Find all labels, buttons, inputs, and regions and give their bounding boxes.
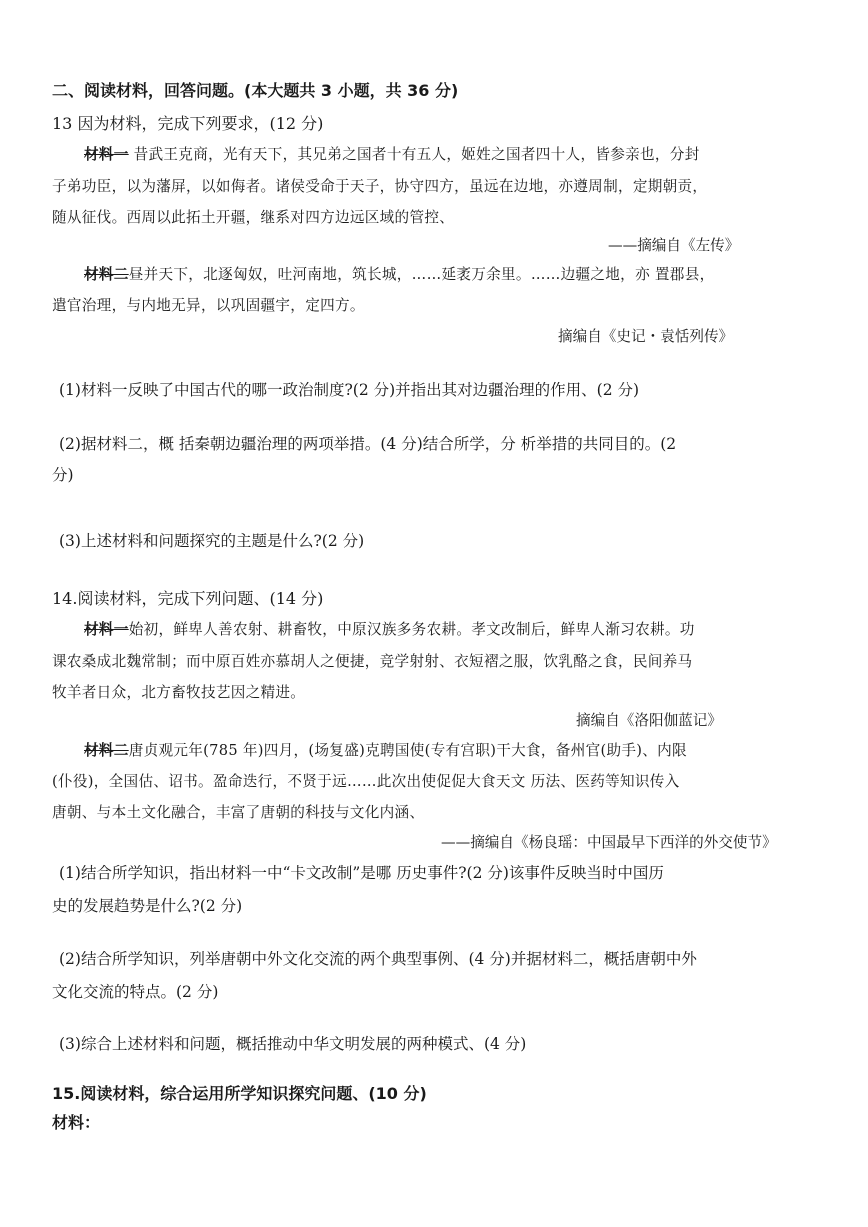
q13-sub-question-2-line-1: (2)据材料二，概 括秦朝边疆治理的两项举措。(4 分)结合所学，分 析举措的共同目的。(2 (59, 435, 677, 453)
q14-material-2-line-3: 唐朝、与本土文化融合，丰富了唐朝的科技与文化内涵、 (52, 804, 425, 821)
question-13-title: 13 因为材料，完成下列要求，(12 分) (52, 114, 324, 133)
q14-material-1-line-2: 课农桑成北魏常制；而中原百姓亦慕胡人之便捷，竞学射射、衣短褶之服，饮乳酪之食，民间养马 (52, 653, 693, 670)
q14-sub-question-1-line-1: (1)结合所学知识，指出材料一中“卡文改制”是哪 历史事件?(2 分)该事件反映当时中国历 (59, 864, 664, 882)
q14-material-2-label: 材料二 (84, 742, 129, 759)
q13-material-1-line-3: 随从征伐。西周以此拓土开疆，继系对四方边远区域的管控、 (52, 209, 455, 226)
q13-sub-question-3: (3)上述材料和问题探究的主题是什么?(2 分) (59, 532, 365, 550)
q13-material-1-source: ——摘编自《左传》 (608, 237, 740, 254)
question-15-title: 15.阅读材料，综合运用所学知识探究问题、(10 分) (52, 1084, 427, 1103)
q15-material-label: 材料： (52, 1113, 101, 1132)
q13-material-2-line-1: 材料二昼并天下，北逐匈奴，吐河南地，筑长城，……延袤万余里。……边疆之地，亦 置郡县， (84, 266, 715, 283)
question-14-title: 14.阅读材料，完成下列问题、(14 分) (52, 589, 324, 608)
q14-material-1-label: 材料一 (84, 621, 129, 638)
q14-sub-question-3: (3)综合上述材料和问题，概括推动中华文明发展的两种模式、(4 分) (59, 1035, 527, 1053)
q13-material-1-line-2: 子弟功臣，以为藩屏，以如侮者。诸侯受命于天子，协守四方，虽远在边地，亦遵周制，定期朝贡， (52, 178, 708, 195)
q14-sub-question-2-line-2: 文化交流的特点。(2 分) (52, 983, 219, 1001)
q14-material-2-line-2: (仆役)，全国估、诏书。盈命迭行，不贤于远……此次出使促促大食天文 历法、医药等知识传入 (52, 773, 680, 790)
q14-material-2-source: ——摘编自《杨良瑶：中国最早下西洋的外交使节》 (441, 834, 777, 851)
q14-material-1-source: 摘编自《洛阳伽蓝记》 (576, 712, 722, 729)
q13-sub-question-1: (1)材料一反映了中国古代的哪一政治制度?(2 分)并指出其对边疆治理的作用、(2 分) (59, 381, 640, 399)
q13-sub-question-2-line-2: 分) (52, 466, 74, 484)
q14-material-1-line-3: 牧羊者日众，北方畜牧技艺因之精进。 (52, 684, 306, 701)
q13-material-2-line-2: 遣官治理，与内地无异，以巩固疆宇，定四方。 (52, 297, 365, 314)
q14-sub-question-2-line-1: (2)结合所学知识，列举唐朝中外文化交流的两个典型事例、(4 分)并据材料二，概括唐朝中外 (59, 950, 697, 968)
q13-material-1-line-1: 材料一 昔武王克商，光有天下，其兄弟之国者十有五人，姬姓之国者四十人，皆参亲也，分封 (84, 146, 700, 163)
q13-material-1-label: 材料一 (84, 146, 129, 163)
q13-material-2-label: 材料二 (84, 266, 129, 283)
q13-material-2-source: 摘编自《史记・袁恬列传》 (558, 328, 734, 345)
q14-material-2-line-1: 材料二唐贞观元年(785 年)四月，(场复盛)克聘国使(专有宫职)干大食，备州官(助手)、内限 (84, 742, 687, 759)
q14-material-1-line-1: 材料一始初，鲜卑人善农射、耕畜牧，中原汉族多务农耕。孝文改制后，鲜卑人渐习农耕。功 (84, 621, 695, 638)
section-heading: 二、阅读材料，回答问题。(本大题共 3 小题，共 36 分) (52, 81, 459, 100)
q14-sub-question-1-line-2: 史的发展趋势是什么?(2 分) (52, 897, 243, 915)
